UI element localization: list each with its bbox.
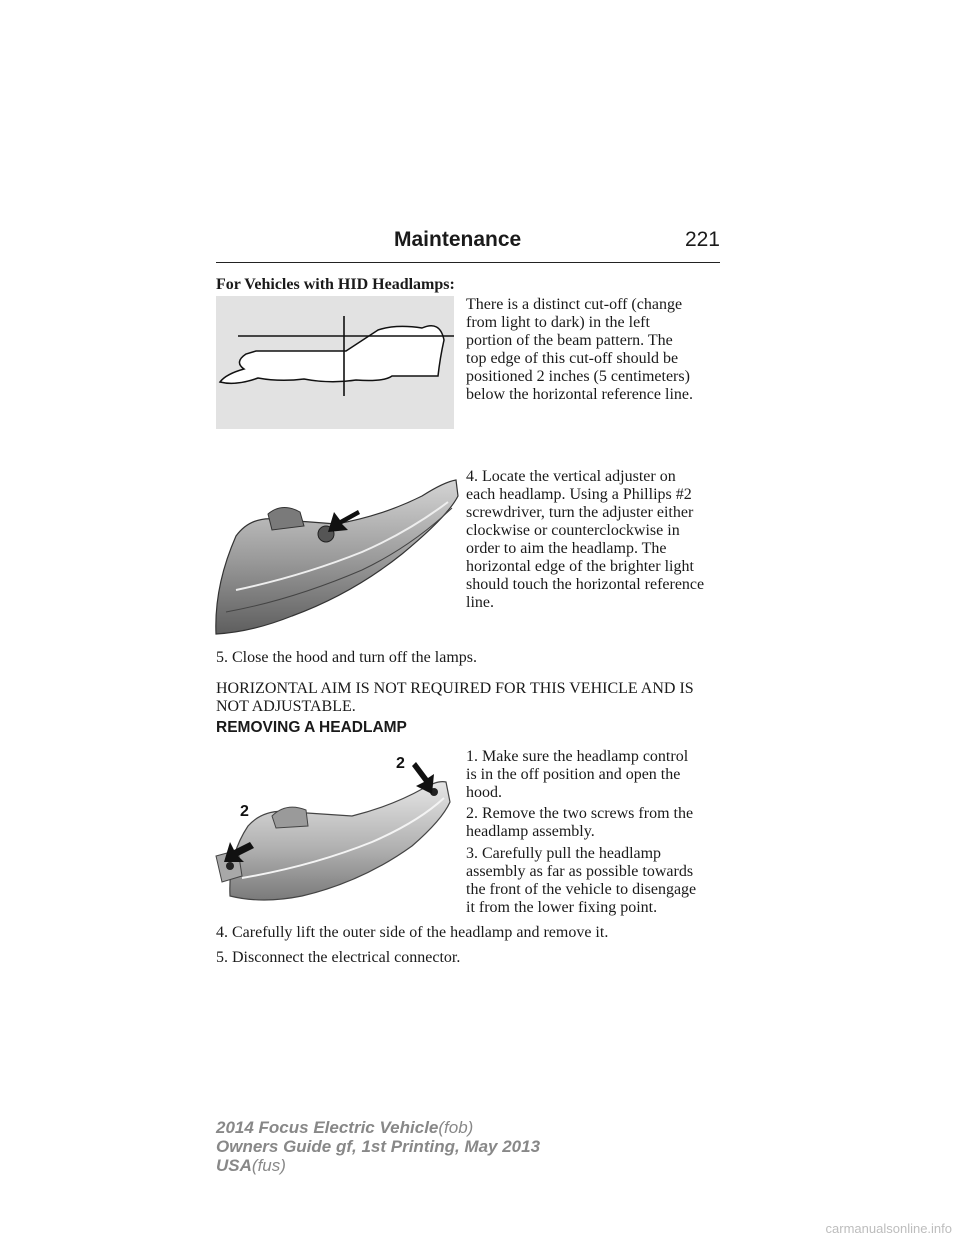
text-line: is in the off position and open the xyxy=(466,766,681,783)
text-line: 1. Make sure the headlamp control xyxy=(466,748,689,765)
text-line: order to aim the headlamp. The xyxy=(466,540,667,557)
text-line: below the horizontal reference line. xyxy=(466,386,693,403)
footer-line-3 xyxy=(216,1156,540,1175)
callout-label-right: 2 xyxy=(396,755,405,772)
step5: 5. Close the hood and turn off the lamps. xyxy=(216,649,477,666)
text-line: There is a distinct cut-off (change xyxy=(466,296,683,313)
text-line: from light to dark) in the left xyxy=(466,314,650,331)
text-line: hood. xyxy=(466,784,502,801)
headlamp-housing xyxy=(230,782,450,900)
section-heading: REMOVING A HEADLAMP xyxy=(216,719,407,736)
text-line: top edge of this cut-off should be xyxy=(466,350,679,367)
rear-bracket xyxy=(268,507,304,530)
remove-step-4: 4. Carefully lift the outer side of the headlamp and remove it. xyxy=(216,924,609,941)
text-line: should touch the horizontal reference xyxy=(466,576,705,593)
left-screw xyxy=(226,862,234,870)
text-line: each headlamp. Using a Phillips #2 xyxy=(466,486,692,503)
text-line: headlamp assembly. xyxy=(466,823,595,840)
text-line: it from the lower fixing point. xyxy=(466,899,658,916)
text-line: portion of the beam pattern. The xyxy=(466,332,673,349)
footer-model-code: (fob) xyxy=(438,1118,474,1137)
footer-line-1 xyxy=(216,1118,540,1137)
text-line: horizontal edge of the brighter light xyxy=(466,558,694,575)
text-line: assembly as far as possible towards xyxy=(466,863,694,880)
headlamp-removal-figure xyxy=(212,746,458,910)
text-line: HORIZONTAL AIM IS NOT REQUIRED FOR THIS VEHICLE AND IS xyxy=(216,680,694,697)
page-footer xyxy=(216,1118,540,1175)
watermark: carmanualsonline.info xyxy=(825,1221,952,1236)
text-line: NOT ADJUSTABLE. xyxy=(216,698,356,715)
text-line: 3. Carefully pull the headlamp xyxy=(466,845,662,862)
text-line: positioned 2 inches (5 centimeters) xyxy=(466,368,690,385)
text-line: the front of the vehicle to disengage xyxy=(466,881,697,898)
callout-label-left: 2 xyxy=(240,803,249,820)
footer-model: 2014 Focus Electric Vehicle xyxy=(216,1118,439,1137)
page-number: 221 xyxy=(684,228,720,251)
text-line: 4. Locate the vertical adjuster on xyxy=(466,468,676,485)
text-line: 2. Remove the two screws from the xyxy=(466,805,694,822)
text-line: clockwise or counterclockwise in xyxy=(466,522,680,539)
footer-market: USA xyxy=(216,1156,252,1175)
page-header xyxy=(216,226,720,263)
remove-step-5: 5. Disconnect the electrical connector. xyxy=(216,949,461,966)
section-title: Maintenance xyxy=(394,228,522,251)
text-line: line. xyxy=(466,594,494,611)
text-line: screwdriver, turn the adjuster either xyxy=(466,504,694,521)
hid-heading: For Vehicles with HID Headlamps: xyxy=(216,276,455,293)
footer-market-code: (fus) xyxy=(251,1156,286,1175)
headlamp-adjuster-figure xyxy=(212,466,460,638)
beam-pattern-figure xyxy=(216,296,454,429)
headlamp-housing xyxy=(216,480,458,634)
footer-line-2: Owners Guide gf, 1st Printing, May 2013 xyxy=(216,1137,541,1156)
rear-bracket xyxy=(272,807,308,828)
arrow-icon xyxy=(412,762,434,794)
